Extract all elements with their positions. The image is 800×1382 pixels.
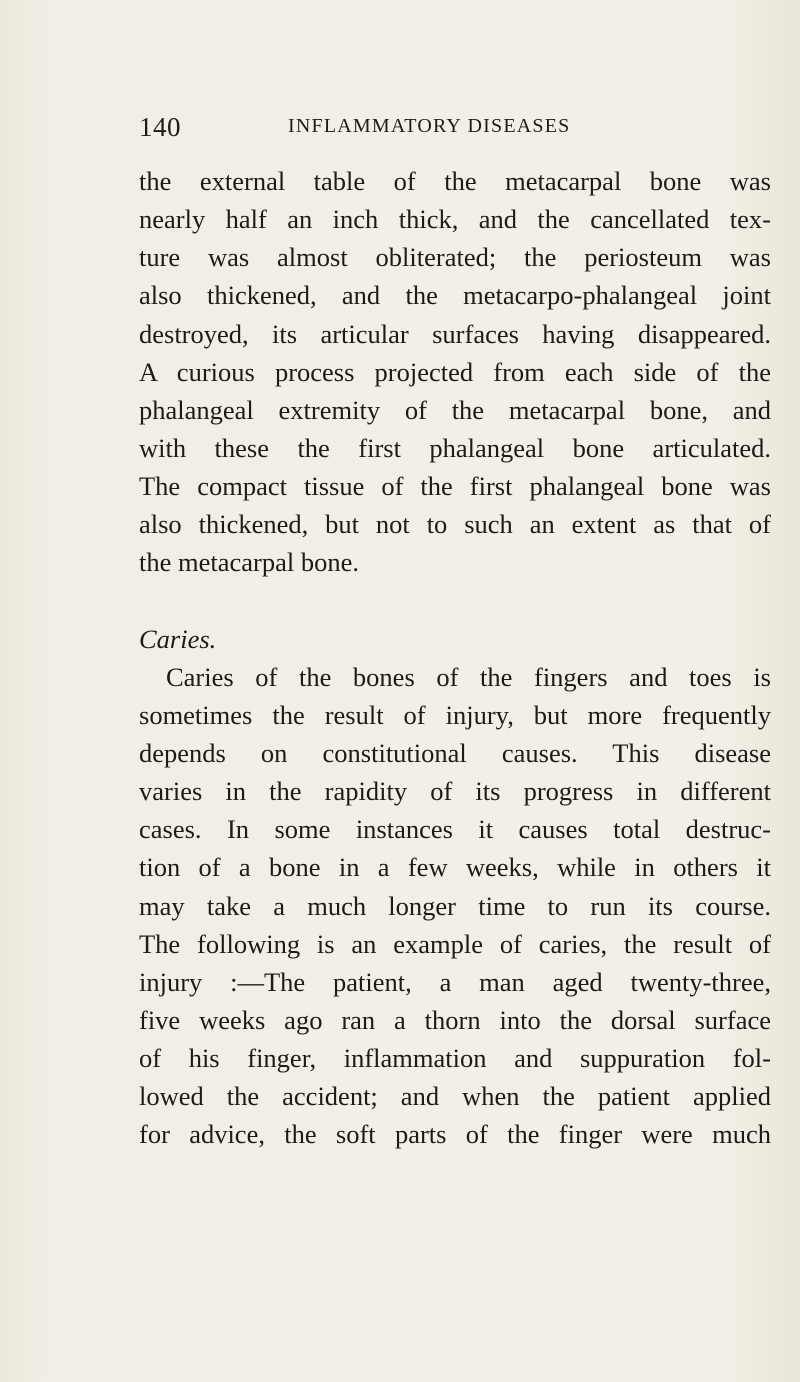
- text-line: A curious process projected from each side of the: [139, 356, 771, 387]
- text-line: the external table of the metacarpal bone was: [139, 166, 771, 196]
- text-line: The following is an example of caries, the result of: [139, 928, 771, 959]
- text-line: also thickened, and the metacarpo-phalangeal joint: [139, 280, 771, 311]
- text-line: sometimes the result of injury, but more frequently: [139, 699, 771, 730]
- text-line: nearly half an inch thick, and the cancellated tex-: [139, 204, 771, 235]
- text-line: of his finger, inflammation and suppuration fol-: [139, 1043, 771, 1074]
- text-line: with these the first phalangeal bone articulated.: [139, 432, 771, 463]
- text-line: may take a much longer time to run its course.: [139, 890, 771, 921]
- text-line: phalangeal extremity of the metacarpal bone, and: [139, 394, 771, 425]
- text-line: destroyed, its articular surfaces having disappeared.: [139, 318, 771, 349]
- paragraph-gap: [139, 582, 771, 620]
- body-text: [139, 162, 771, 1154]
- text-line: tion of a bone in a few weeks, while in others it: [139, 852, 771, 883]
- text-line: ture was almost obliterated; the periosteum was: [139, 242, 771, 273]
- text-line: five weeks ago ran a thorn into the dorsal surface: [139, 1004, 771, 1035]
- text-line: for advice, the soft parts of the finger were much: [139, 1119, 771, 1150]
- text-line: cases. In some instances it causes total destruc-: [139, 814, 771, 845]
- text-line: the metacarpal bone.: [139, 547, 359, 578]
- section-heading-caries: Caries.: [139, 623, 217, 654]
- paragraph-caries: [139, 658, 771, 1154]
- text-line: also thickened, but not to such an extent as that of: [139, 509, 771, 540]
- text-line: injury :—The patient, a man aged twenty-three,: [139, 966, 771, 997]
- running-head: [139, 104, 779, 144]
- text-line: The compact tissue of the first phalangeal bone was: [139, 471, 771, 502]
- text-line: lowed the accident; and when the patient applied: [139, 1081, 771, 1112]
- running-title: INFLAMMATORY DISEASES: [288, 115, 571, 137]
- text-line: Caries of the bones of the fingers and toes is: [166, 661, 771, 692]
- text-line: depends on constitutional causes. This disease: [139, 737, 771, 768]
- paragraph-continued: [139, 162, 771, 582]
- page-number: 140: [139, 112, 181, 142]
- text-line: varies in the rapidity of its progress in different: [139, 776, 771, 807]
